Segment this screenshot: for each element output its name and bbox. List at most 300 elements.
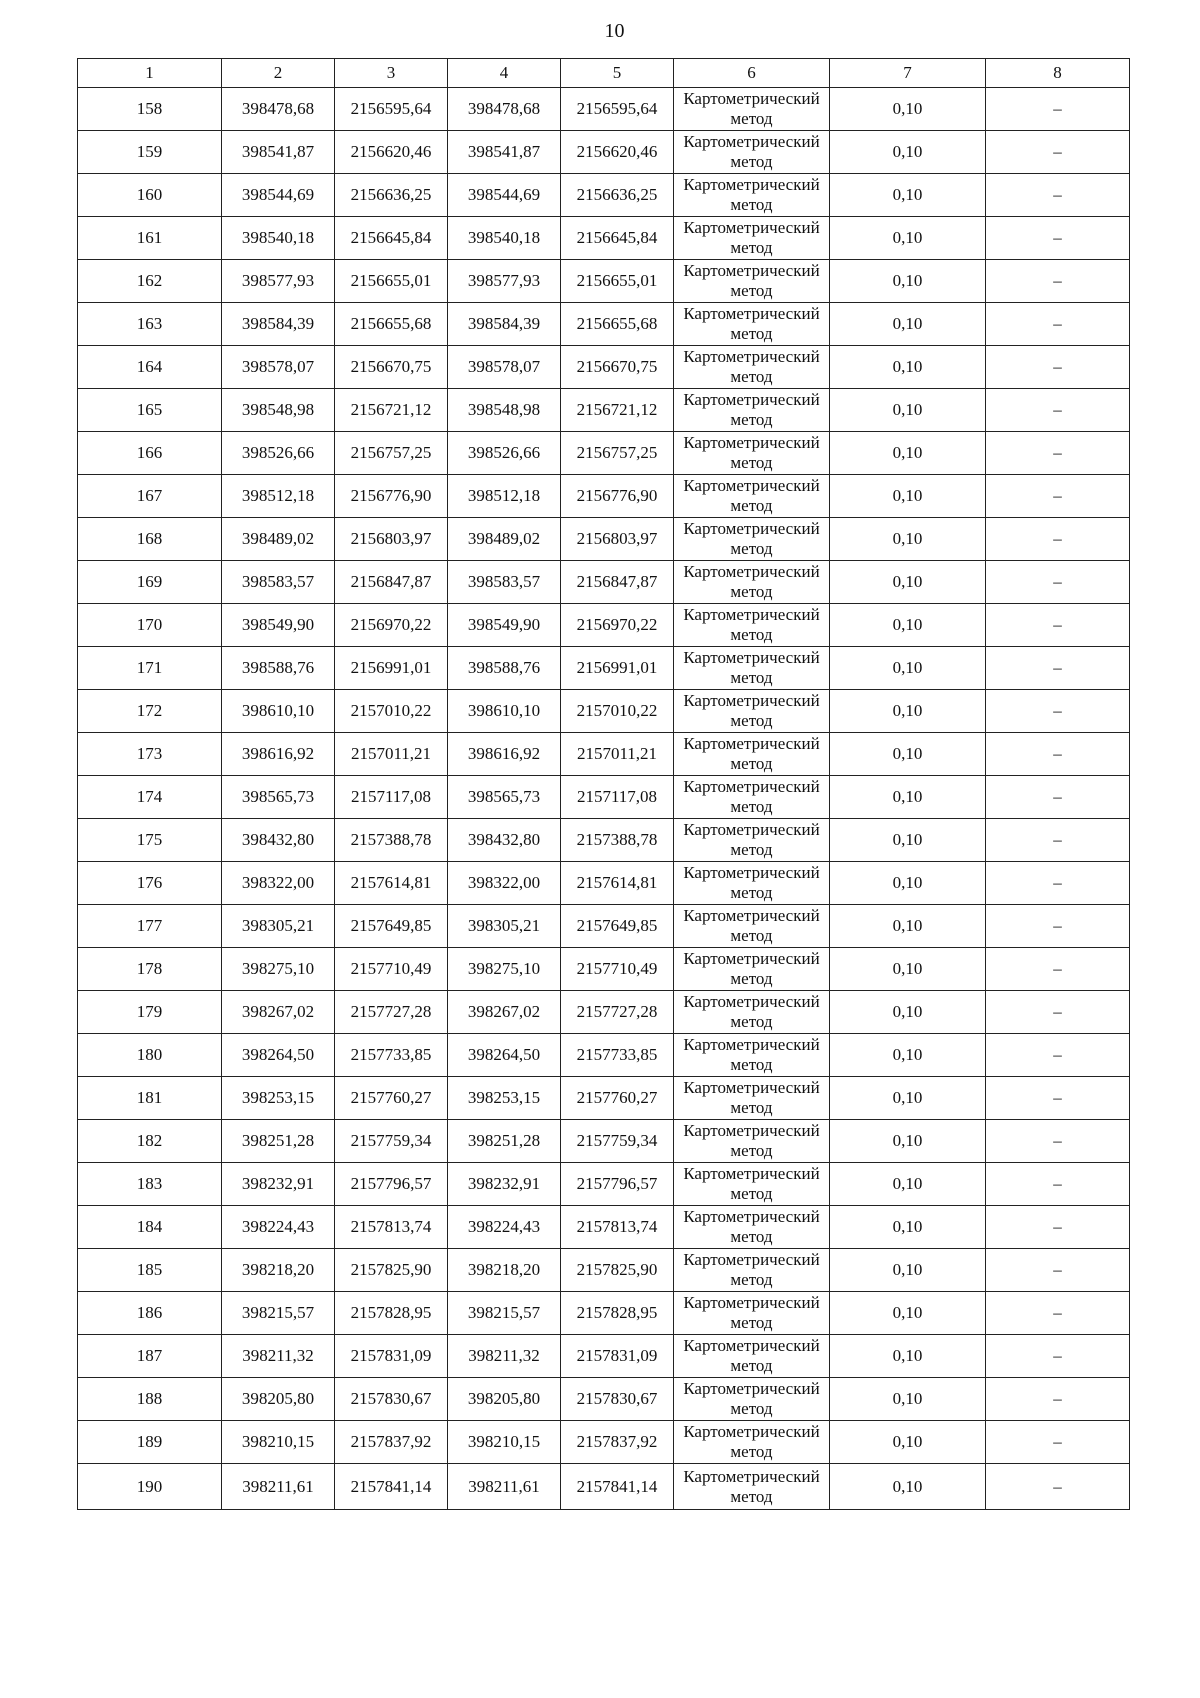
- method-line-1: Картометрический: [683, 734, 820, 753]
- precision-cell: 0,10: [830, 905, 986, 948]
- x-coordinate-cell: 398541,87: [222, 131, 335, 174]
- method-line-1: Картометрический: [683, 1422, 820, 1441]
- point-number-cell: 173: [78, 733, 222, 776]
- point-number-cell: 171: [78, 647, 222, 690]
- y-coordinate-cell: 2157010,22: [335, 690, 448, 733]
- table-header-row: [78, 59, 1130, 88]
- column-header: 2: [222, 59, 335, 88]
- method-line-2: метод: [730, 109, 773, 128]
- method-line-1: Картометрический: [683, 1336, 820, 1355]
- x-coordinate-cell: 398322,00: [448, 862, 561, 905]
- x-coordinate-cell: 398432,80: [448, 819, 561, 862]
- method-cell: [674, 991, 830, 1034]
- method-line-2: метод: [730, 1356, 773, 1375]
- y-coordinate-cell: 2156655,01: [335, 260, 448, 303]
- method-cell: [674, 690, 830, 733]
- y-coordinate-cell: 2157813,74: [335, 1206, 448, 1249]
- y-coordinate-cell: 2157831,09: [561, 1335, 674, 1378]
- precision-cell: 0,10: [830, 1249, 986, 1292]
- table-row: [78, 174, 1130, 217]
- method-line-2: метод: [730, 1098, 773, 1117]
- y-coordinate-cell: 2156655,68: [335, 303, 448, 346]
- method-line-2: метод: [730, 1184, 773, 1203]
- x-coordinate-cell: 398549,90: [448, 604, 561, 647]
- x-coordinate-cell: 398275,10: [222, 948, 335, 991]
- precision-cell: 0,10: [830, 948, 986, 991]
- y-coordinate-cell: 2156645,84: [335, 217, 448, 260]
- table-row: [78, 1077, 1130, 1120]
- method-cell: [674, 131, 830, 174]
- table-row: [78, 131, 1130, 174]
- method-cell: [674, 346, 830, 389]
- y-coordinate-cell: 2156670,75: [561, 346, 674, 389]
- table-row: [78, 1034, 1130, 1077]
- point-number-cell: 165: [78, 389, 222, 432]
- y-coordinate-cell: 2157760,27: [335, 1077, 448, 1120]
- y-coordinate-cell: 2157830,67: [335, 1378, 448, 1421]
- precision-cell: 0,10: [830, 647, 986, 690]
- x-coordinate-cell: 398512,18: [448, 475, 561, 518]
- table-row: [78, 561, 1130, 604]
- method-line-1: Картометрический: [683, 390, 820, 409]
- table-row: [78, 1206, 1130, 1249]
- description-cell: –: [986, 1206, 1130, 1249]
- method-line-2: метод: [730, 238, 773, 257]
- y-coordinate-cell: 2156620,46: [335, 131, 448, 174]
- method-line-1: Картометрический: [683, 691, 820, 710]
- y-coordinate-cell: 2156757,25: [561, 432, 674, 475]
- method-line-1: Картометрический: [683, 89, 820, 108]
- x-coordinate-cell: 398577,93: [448, 260, 561, 303]
- y-coordinate-cell: 2157830,67: [561, 1378, 674, 1421]
- x-coordinate-cell: 398224,43: [222, 1206, 335, 1249]
- y-coordinate-cell: 2157759,34: [335, 1120, 448, 1163]
- y-coordinate-cell: 2156595,64: [335, 88, 448, 131]
- precision-cell: 0,10: [830, 389, 986, 432]
- x-coordinate-cell: 398211,61: [448, 1464, 561, 1510]
- method-cell: [674, 1077, 830, 1120]
- method-line-2: метод: [730, 582, 773, 601]
- point-number-cell: 178: [78, 948, 222, 991]
- y-coordinate-cell: 2157727,28: [335, 991, 448, 1034]
- method-line-2: метод: [730, 1270, 773, 1289]
- x-coordinate-cell: 398322,00: [222, 862, 335, 905]
- point-number-cell: 163: [78, 303, 222, 346]
- method-line-1: Картометрический: [683, 863, 820, 882]
- precision-cell: 0,10: [830, 1077, 986, 1120]
- point-number-cell: 176: [78, 862, 222, 905]
- y-coordinate-cell: 2157011,21: [561, 733, 674, 776]
- method-line-2: метод: [730, 324, 773, 343]
- y-coordinate-cell: 2157837,92: [561, 1421, 674, 1464]
- method-cell: [674, 1335, 830, 1378]
- method-line-2: метод: [730, 840, 773, 859]
- x-coordinate-cell: 398211,32: [222, 1335, 335, 1378]
- method-line-1: Картометрический: [683, 218, 820, 237]
- description-cell: –: [986, 948, 1130, 991]
- method-line-1: Картометрический: [683, 1035, 820, 1054]
- column-header: 8: [986, 59, 1130, 88]
- description-cell: –: [986, 1163, 1130, 1206]
- method-cell: [674, 389, 830, 432]
- x-coordinate-cell: 398305,21: [222, 905, 335, 948]
- method-cell: [674, 1378, 830, 1421]
- y-coordinate-cell: 2156970,22: [561, 604, 674, 647]
- method-line-2: метод: [730, 539, 773, 558]
- description-cell: –: [986, 1249, 1130, 1292]
- precision-cell: 0,10: [830, 862, 986, 905]
- y-coordinate-cell: 2156991,01: [561, 647, 674, 690]
- point-number-cell: 188: [78, 1378, 222, 1421]
- description-cell: –: [986, 776, 1130, 819]
- method-cell: [674, 819, 830, 862]
- x-coordinate-cell: 398253,15: [222, 1077, 335, 1120]
- x-coordinate-cell: 398478,68: [448, 88, 561, 131]
- precision-cell: 0,10: [830, 217, 986, 260]
- description-cell: –: [986, 1378, 1130, 1421]
- description-cell: –: [986, 604, 1130, 647]
- table-row: [78, 819, 1130, 862]
- y-coordinate-cell: 2157825,90: [561, 1249, 674, 1292]
- method-line-1: Картометрический: [683, 1207, 820, 1226]
- precision-cell: 0,10: [830, 819, 986, 862]
- method-line-2: метод: [730, 496, 773, 515]
- precision-cell: 0,10: [830, 1120, 986, 1163]
- method-line-2: метод: [730, 797, 773, 816]
- table-row: [78, 948, 1130, 991]
- method-cell: [674, 475, 830, 518]
- column-header: 6: [674, 59, 830, 88]
- x-coordinate-cell: 398577,93: [222, 260, 335, 303]
- description-cell: –: [986, 1292, 1130, 1335]
- precision-cell: 0,10: [830, 1206, 986, 1249]
- description-cell: –: [986, 991, 1130, 1034]
- table-row: [78, 217, 1130, 260]
- point-number-cell: 181: [78, 1077, 222, 1120]
- table-row: [78, 1378, 1130, 1421]
- table-body: [78, 88, 1130, 1510]
- y-coordinate-cell: 2157733,85: [561, 1034, 674, 1077]
- column-header: 1: [78, 59, 222, 88]
- x-coordinate-cell: 398215,57: [448, 1292, 561, 1335]
- method-line-1: Картометрический: [683, 261, 820, 280]
- method-cell: [674, 1292, 830, 1335]
- point-number-cell: 186: [78, 1292, 222, 1335]
- precision-cell: 0,10: [830, 88, 986, 131]
- x-coordinate-cell: 398541,87: [448, 131, 561, 174]
- x-coordinate-cell: 398211,32: [448, 1335, 561, 1378]
- y-coordinate-cell: 2156655,01: [561, 260, 674, 303]
- y-coordinate-cell: 2157828,95: [335, 1292, 448, 1335]
- y-coordinate-cell: 2157614,81: [561, 862, 674, 905]
- description-cell: –: [986, 389, 1130, 432]
- y-coordinate-cell: 2156645,84: [561, 217, 674, 260]
- description-cell: –: [986, 131, 1130, 174]
- method-cell: [674, 905, 830, 948]
- description-cell: –: [986, 905, 1130, 948]
- x-coordinate-cell: 398578,07: [448, 346, 561, 389]
- table-row: [78, 1421, 1130, 1464]
- table-row: [78, 260, 1130, 303]
- x-coordinate-cell: 398610,10: [448, 690, 561, 733]
- precision-cell: 0,10: [830, 346, 986, 389]
- y-coordinate-cell: 2156636,25: [335, 174, 448, 217]
- x-coordinate-cell: 398616,92: [448, 733, 561, 776]
- description-cell: –: [986, 174, 1130, 217]
- method-line-2: метод: [730, 453, 773, 472]
- y-coordinate-cell: 2157760,27: [561, 1077, 674, 1120]
- column-header: 5: [561, 59, 674, 88]
- description-cell: –: [986, 647, 1130, 690]
- x-coordinate-cell: 398267,02: [222, 991, 335, 1034]
- y-coordinate-cell: 2157727,28: [561, 991, 674, 1034]
- method-line-1: Картометрический: [683, 820, 820, 839]
- x-coordinate-cell: 398489,02: [448, 518, 561, 561]
- y-coordinate-cell: 2157825,90: [335, 1249, 448, 1292]
- method-line-2: метод: [730, 1227, 773, 1246]
- method-cell: [674, 1249, 830, 1292]
- y-coordinate-cell: 2156721,12: [335, 389, 448, 432]
- description-cell: –: [986, 862, 1130, 905]
- y-coordinate-cell: 2157011,21: [335, 733, 448, 776]
- x-coordinate-cell: 398251,28: [448, 1120, 561, 1163]
- x-coordinate-cell: 398275,10: [448, 948, 561, 991]
- x-coordinate-cell: 398267,02: [448, 991, 561, 1034]
- method-cell: [674, 1034, 830, 1077]
- y-coordinate-cell: 2157710,49: [335, 948, 448, 991]
- point-number-cell: 183: [78, 1163, 222, 1206]
- precision-cell: 0,10: [830, 260, 986, 303]
- x-coordinate-cell: 398205,80: [222, 1378, 335, 1421]
- y-coordinate-cell: 2157733,85: [335, 1034, 448, 1077]
- column-header: 3: [335, 59, 448, 88]
- description-cell: –: [986, 88, 1130, 131]
- y-coordinate-cell: 2156757,25: [335, 432, 448, 475]
- point-number-cell: 179: [78, 991, 222, 1034]
- method-line-2: метод: [730, 1141, 773, 1160]
- method-cell: [674, 1206, 830, 1249]
- table-row: [78, 733, 1130, 776]
- x-coordinate-cell: 398305,21: [448, 905, 561, 948]
- x-coordinate-cell: 398264,50: [448, 1034, 561, 1077]
- description-cell: –: [986, 1421, 1130, 1464]
- point-number-cell: 187: [78, 1335, 222, 1378]
- point-number-cell: 160: [78, 174, 222, 217]
- method-line-1: Картометрический: [683, 132, 820, 151]
- column-header: 7: [830, 59, 986, 88]
- method-cell: [674, 1163, 830, 1206]
- method-cell: [674, 776, 830, 819]
- y-coordinate-cell: 2157010,22: [561, 690, 674, 733]
- x-coordinate-cell: 398215,57: [222, 1292, 335, 1335]
- method-line-1: Картометрический: [683, 347, 820, 366]
- x-coordinate-cell: 398232,91: [222, 1163, 335, 1206]
- point-number-cell: 172: [78, 690, 222, 733]
- x-coordinate-cell: 398512,18: [222, 475, 335, 518]
- precision-cell: 0,10: [830, 1163, 986, 1206]
- method-line-1: Картометрический: [683, 1121, 820, 1140]
- coordinates-table: [77, 58, 1130, 1510]
- description-cell: –: [986, 561, 1130, 604]
- precision-cell: 0,10: [830, 1034, 986, 1077]
- x-coordinate-cell: 398232,91: [448, 1163, 561, 1206]
- method-cell: [674, 174, 830, 217]
- point-number-cell: 162: [78, 260, 222, 303]
- point-number-cell: 184: [78, 1206, 222, 1249]
- method-line-2: метод: [730, 410, 773, 429]
- precision-cell: 0,10: [830, 432, 986, 475]
- description-cell: –: [986, 217, 1130, 260]
- y-coordinate-cell: 2157759,34: [561, 1120, 674, 1163]
- description-cell: –: [986, 1335, 1130, 1378]
- precision-cell: 0,10: [830, 733, 986, 776]
- x-coordinate-cell: 398526,66: [222, 432, 335, 475]
- method-line-2: метод: [730, 152, 773, 171]
- description-cell: –: [986, 346, 1130, 389]
- method-line-1: Картометрический: [683, 1379, 820, 1398]
- method-line-1: Картометрический: [683, 605, 820, 624]
- method-cell: [674, 217, 830, 260]
- y-coordinate-cell: 2156970,22: [335, 604, 448, 647]
- method-cell: [674, 733, 830, 776]
- method-cell: [674, 1464, 830, 1510]
- x-coordinate-cell: 398211,61: [222, 1464, 335, 1510]
- x-coordinate-cell: 398218,20: [222, 1249, 335, 1292]
- table-row: [78, 389, 1130, 432]
- x-coordinate-cell: 398548,98: [448, 389, 561, 432]
- x-coordinate-cell: 398588,76: [222, 647, 335, 690]
- method-line-1: Картометрический: [683, 906, 820, 925]
- method-line-2: метод: [730, 926, 773, 945]
- precision-cell: 0,10: [830, 174, 986, 217]
- method-line-2: метод: [730, 625, 773, 644]
- x-coordinate-cell: 398253,15: [448, 1077, 561, 1120]
- y-coordinate-cell: 2156776,90: [335, 475, 448, 518]
- x-coordinate-cell: 398583,57: [448, 561, 561, 604]
- page-number: 10: [604, 20, 625, 42]
- method-line-2: метод: [730, 668, 773, 687]
- y-coordinate-cell: 2156803,97: [561, 518, 674, 561]
- x-coordinate-cell: 398478,68: [222, 88, 335, 131]
- method-line-2: метод: [730, 1399, 773, 1418]
- y-coordinate-cell: 2156776,90: [561, 475, 674, 518]
- method-cell: [674, 518, 830, 561]
- x-coordinate-cell: 398583,57: [222, 561, 335, 604]
- precision-cell: 0,10: [830, 1421, 986, 1464]
- x-coordinate-cell: 398616,92: [222, 733, 335, 776]
- y-coordinate-cell: 2157117,08: [335, 776, 448, 819]
- y-coordinate-cell: 2156620,46: [561, 131, 674, 174]
- method-line-1: Картометрический: [683, 562, 820, 581]
- method-line-1: Картометрический: [683, 1466, 820, 1486]
- y-coordinate-cell: 2156847,87: [561, 561, 674, 604]
- point-number-cell: 158: [78, 88, 222, 131]
- method-line-2: метод: [730, 195, 773, 214]
- method-line-1: Картометрический: [683, 648, 820, 667]
- description-cell: –: [986, 733, 1130, 776]
- description-cell: –: [986, 303, 1130, 346]
- table-row: [78, 776, 1130, 819]
- x-coordinate-cell: 398540,18: [222, 217, 335, 260]
- x-coordinate-cell: 398544,69: [222, 174, 335, 217]
- y-coordinate-cell: 2157388,78: [561, 819, 674, 862]
- y-coordinate-cell: 2156991,01: [335, 647, 448, 690]
- point-number-cell: 170: [78, 604, 222, 647]
- y-coordinate-cell: 2157796,57: [561, 1163, 674, 1206]
- precision-cell: 0,10: [830, 1335, 986, 1378]
- point-number-cell: 168: [78, 518, 222, 561]
- y-coordinate-cell: 2157649,85: [561, 905, 674, 948]
- y-coordinate-cell: 2157649,85: [335, 905, 448, 948]
- y-coordinate-cell: 2156803,97: [335, 518, 448, 561]
- column-header: 4: [448, 59, 561, 88]
- method-line-2: метод: [730, 1313, 773, 1332]
- method-line-1: Картометрический: [683, 1250, 820, 1269]
- table-row: [78, 1120, 1130, 1163]
- x-coordinate-cell: 398578,07: [222, 346, 335, 389]
- description-cell: –: [986, 475, 1130, 518]
- method-line-1: Картометрический: [683, 949, 820, 968]
- method-line-2: метод: [730, 1486, 773, 1506]
- method-line-1: Картометрический: [683, 175, 820, 194]
- table-row: [78, 905, 1130, 948]
- table-row: [78, 1335, 1130, 1378]
- y-coordinate-cell: 2157388,78: [335, 819, 448, 862]
- table-row: [78, 1163, 1130, 1206]
- precision-cell: 0,10: [830, 475, 986, 518]
- method-cell: [674, 561, 830, 604]
- x-coordinate-cell: 398540,18: [448, 217, 561, 260]
- precision-cell: 0,10: [830, 561, 986, 604]
- method-line-2: метод: [730, 1442, 773, 1461]
- precision-cell: 0,10: [830, 690, 986, 733]
- point-number-cell: 166: [78, 432, 222, 475]
- point-number-cell: 164: [78, 346, 222, 389]
- y-coordinate-cell: 2157813,74: [561, 1206, 674, 1249]
- method-line-2: метод: [730, 969, 773, 988]
- method-line-2: метод: [730, 1012, 773, 1031]
- point-number-cell: 159: [78, 131, 222, 174]
- y-coordinate-cell: 2157614,81: [335, 862, 448, 905]
- method-line-1: Картометрический: [683, 1164, 820, 1183]
- table-row: [78, 647, 1130, 690]
- method-line-2: метод: [730, 367, 773, 386]
- x-coordinate-cell: 398489,02: [222, 518, 335, 561]
- point-number-cell: 189: [78, 1421, 222, 1464]
- point-number-cell: 169: [78, 561, 222, 604]
- method-cell: [674, 88, 830, 131]
- method-line-1: Картометрический: [683, 433, 820, 452]
- method-line-1: Картометрический: [683, 992, 820, 1011]
- table-row: [78, 475, 1130, 518]
- precision-cell: 0,10: [830, 518, 986, 561]
- method-cell: [674, 1421, 830, 1464]
- x-coordinate-cell: 398588,76: [448, 647, 561, 690]
- x-coordinate-cell: 398218,20: [448, 1249, 561, 1292]
- point-number-cell: 185: [78, 1249, 222, 1292]
- y-coordinate-cell: 2157117,08: [561, 776, 674, 819]
- y-coordinate-cell: 2157828,95: [561, 1292, 674, 1335]
- method-cell: [674, 260, 830, 303]
- y-coordinate-cell: 2157710,49: [561, 948, 674, 991]
- x-coordinate-cell: 398565,73: [448, 776, 561, 819]
- method-line-1: Картометрический: [683, 777, 820, 796]
- point-number-cell: 180: [78, 1034, 222, 1077]
- table-row: [78, 346, 1130, 389]
- x-coordinate-cell: 398251,28: [222, 1120, 335, 1163]
- method-cell: [674, 1120, 830, 1163]
- method-line-1: Картометрический: [683, 519, 820, 538]
